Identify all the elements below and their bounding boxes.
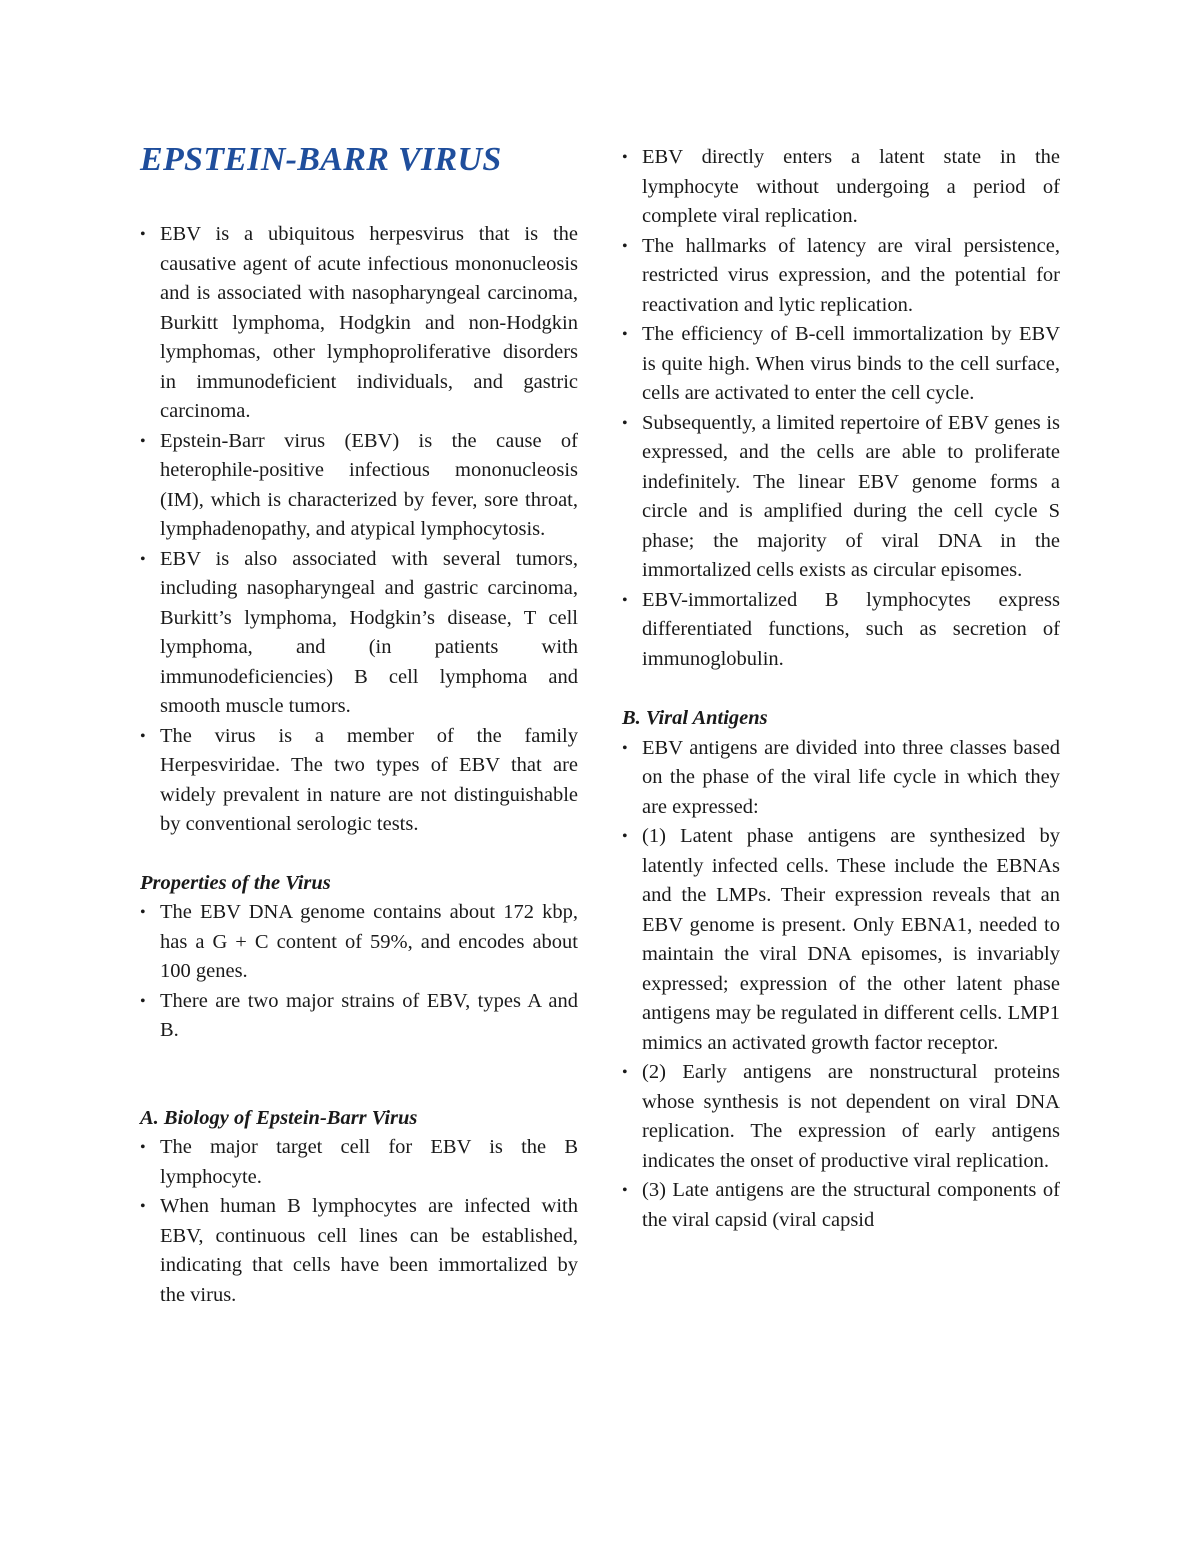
list-item: • The efficiency of B-cell immortalization by EBV is quite high. When virus binds to the cell surface, cells are activated to enter the cell cycle. [622, 320, 1060, 409]
intro-bullet-list [140, 220, 578, 840]
list-item: • EBV antigens are divided into three classes based on the phase of the viral life cycle in which they are expressed: [622, 734, 1060, 823]
list-item: • Epstein-Barr virus (EBV) is the cause of heterophile-positive infectious mononucleosis (IM), which is characterized by fever, sore throat, lymphadenopathy, and atypical lymphocytosis. [140, 427, 578, 545]
list-item: • EBV directly enters a latent state in the lymphocyte without undergoing a period of complete viral replication. [622, 143, 1060, 232]
page-title: EPSTEIN-BARR VIRUS [140, 141, 502, 178]
list-item: • There are two major strains of EBV, types A and B. [140, 987, 578, 1046]
left-column [140, 140, 578, 1310]
list-item: • (3) Late antigens are the structural components of the viral capsid (viral capsid [622, 1176, 1060, 1235]
properties-bullet-list [140, 898, 578, 1046]
list-item: • The virus is a member of the family Herpesviridae. The two types of EBV that are widely prevalent in nature are not distinguishable by conventional serologic tests. [140, 722, 578, 840]
list-item: • (1) Latent phase antigens are synthesized by latently infected cells. These include the EBNAs and the LMPs. Their expression reveals that an EBV genome is present. Only EBNA1, needed to maintain the viral DNA episomes, is invariably expressed; expression of the other latent phase antigens may be regulated in different cells. LMP1 mimics an activated growth factor receptor. [622, 822, 1060, 1058]
list-item: • When human B lymphocytes are infected with EBV, continuous cell lines can be established, indicating that cells have been immortalized by the virus. [140, 1192, 578, 1310]
list-item: • EBV-immortalized B lymphocytes express differentiated functions, such as secretion of immunoglobulin. [622, 586, 1060, 675]
list-item: • The hallmarks of latency are viral persistence, restricted virus expression, and the potential for reactivation and lytic replication. [622, 232, 1060, 321]
list-item: • EBV is a ubiquitous herpesvirus that is the causative agent of acute infectious mononucleosis and is associated with nasopharyngeal carcinoma, Burkitt lymphoma, Hodgkin and non-Hodgkin lymphomas, other lymphoproliferative disorders in immunodeficient individuals, and gastric carcinoma. [140, 220, 578, 427]
right-column [622, 143, 1060, 1235]
biology-bullet-list-continued [622, 143, 1060, 674]
biology-bullet-list [140, 1133, 578, 1310]
list-item: • The EBV DNA genome contains about 172 kbp, has a G + C content of 59%, and encodes about 100 genes. [140, 898, 578, 987]
properties-heading: Properties of the Virus [140, 871, 331, 894]
list-item: • EBV is also associated with several tumors, including nasopharyngeal and gastric carcinoma, Burkitt’s lymphoma, Hodgkin’s disease, T cell lymphoma, and (in patients with immunodeficiencies) B cell lymphoma and smooth muscle tumors. [140, 545, 578, 722]
biology-heading: A. Biology of Epstein-Barr Virus [140, 1106, 418, 1129]
list-item: • (2) Early antigens are nonstructural proteins whose synthesis is not dependent on viral DNA replication. The expression of early antigens indicates the onset of productive viral replication. [622, 1058, 1060, 1176]
list-item: • The major target cell for EBV is the B lymphocyte. [140, 1133, 578, 1192]
list-item: • Subsequently, a limited repertoire of EBV genes is expressed, and the cells are able to proliferate indefinitely. The linear EBV genome forms a circle and is amplified during the cell cycle S phase; the majority of viral DNA in the immortalized cells exists as circular episomes. [622, 409, 1060, 586]
antigens-heading: B. Viral Antigens [622, 707, 768, 729]
antigens-bullet-list [622, 734, 1060, 1236]
